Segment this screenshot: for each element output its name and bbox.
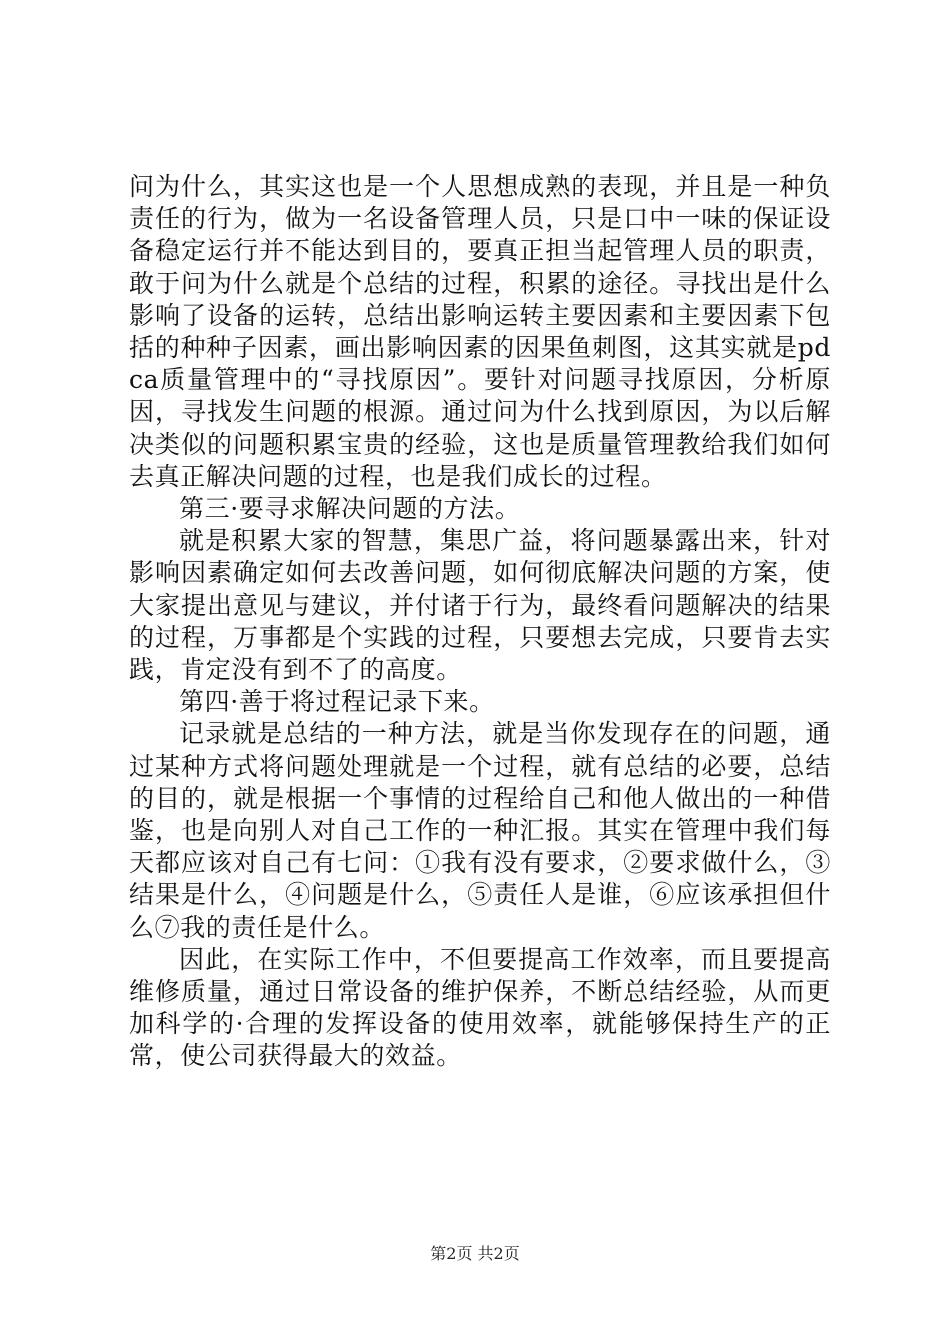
section-heading-third: 第三·要寻求解决问题的方法。: [179, 494, 521, 524]
page-footer: 第2页 共2页: [430, 1244, 520, 1263]
paragraph-recording: 记录就是总结的一种方法，就是当你发现存在的问题，通过某种方式将问题处理就是一个过程，就有总结的必要，总结的目的，就是根据一个事情的过程给自己和他人做出的一种借鉴，也是向别人对自己工作的一种汇报。其实在管理中我们每天都应该对自己有七问：①我有没有要求，②要求做什么，③结果是什么，④问题是什么，⑤责任人是谁，⑥应该承担但什么⑦我的责任是什么。: [129, 719, 831, 942]
paragraph-conclusion: 因此，在实际工作中，不但要提高工作效率，而且要提高维修质量，通过日常设备的维护保养，不断总结经验，从而更加科学的·合理的发挥设备的使用效率，就能够保持生产的正常，使公司获得最大的效益。: [129, 944, 831, 1071]
section-heading-fourth: 第四·善于将过程记录下来。: [179, 687, 495, 717]
paragraph-continuation: 问为什么，其实这也是一个人思想成熟的表现，并且是一种负责任的行为，做为一名设备管理人员，只是口中一味的保证设备稳定运行并不能达到目的，要真正担当起管理人员的职责，敢于问为什么就是个总结的过程，积累的途径。寻找出是什么影响了设备的运转，总结出影响运转主要因素和主要因素下包括的种种子因素，画出影响因素的因果鱼刺图，这其实就是pdca质量管理中的“寻找原因”。要针对问题寻找原因，分析原因，寻找发生问题的根源。通过问为什么找到原因，为以后解决类似的问题积累宝贵的经验，这也是质量管理教给我们如何去真正解决问题的过程，也是我们成长的过程。: [129, 172, 831, 491]
document-body: [129, 171, 831, 1073]
paragraph-solutions: 就是积累大家的智慧，集思广益，将问题暴露出来，针对影响因素确定如何去改善问题，如何彻底解决问题的方案，使大家提出意见与建议，并付诸于行为，最终看问题解决的结果的过程，万事都是个实践的过程，只要想去完成，只要肯去实践，肯定没有到不了的高度。: [129, 526, 831, 685]
